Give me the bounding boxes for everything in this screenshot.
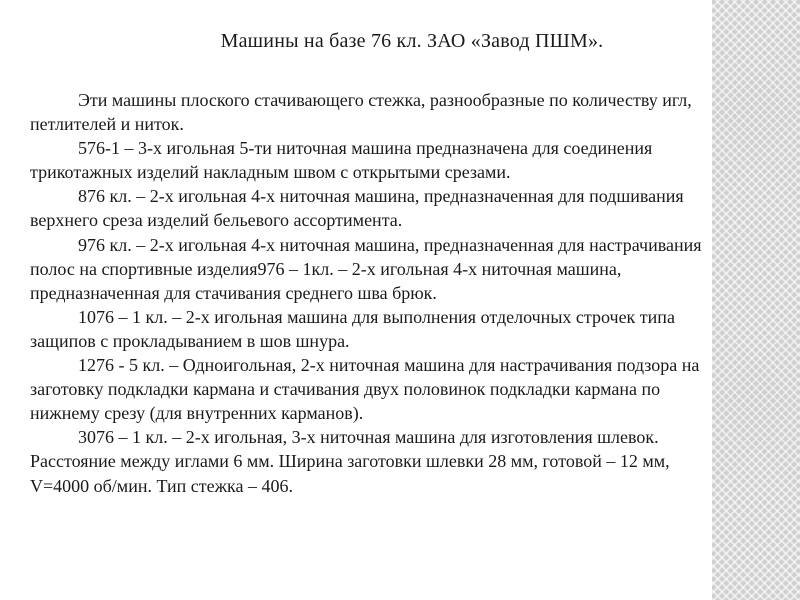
slide-body [30,88,720,498]
slide-title: Машины на базе 76 кл. ЗАО «Завод ПШМ». [220,30,604,52]
paragraph-3076-1: 3076 – 1 кл. – 2-х игольная, 3-х ниточная машина для изготовления шлевок. Расстояние между иглами 6 мм. Ширина заготовки шлевки 28 мм, готовой – 12 мм, V=4000 об/мин. Тип стежка – 406. [30,427,670,496]
paragraph-876: 876 кл. – 2-х игольная 4-х ниточная машина, предназначенная для подшивания верхнего среза изделий бельевого ассортимента. [30,186,684,231]
paragraph-1276-5: 1276 - 5 кл. – Одноигольная, 2-х ниточная машина для настрачивания подзора на заготовку подкладки кармана и стачивания двух половинок подкладки кармана по нижнему срезу (для внутренних карманов). [30,355,700,424]
paragraph-1076-1: 1076 – 1 кл. – 2-х игольная машина для выполнения отделочных строчек типа защипов с прокладыванием в шов шнура. [30,306,675,351]
decorative-side-strip [712,0,800,600]
paragraph-976: 976 кл. – 2-х игольная 4-х ниточная машина, предназначенная для настрачивания полос на спортивные изделия976 – 1кл. – 2-х игольная 4-х ниточная машина, предназначенная для стачивания среднего шва брюк. [30,234,702,303]
paragraph-576-1: 576-1 – 3-х игольная 5-ти ниточная машина предназначена для соединения трикотажных изделий накладным швом с открытыми срезами. [30,138,653,183]
paragraph-intro: Эти машины плоского стачивающего стежка, разнообразные по количеству игл, петлителей и ниток. [30,90,692,135]
